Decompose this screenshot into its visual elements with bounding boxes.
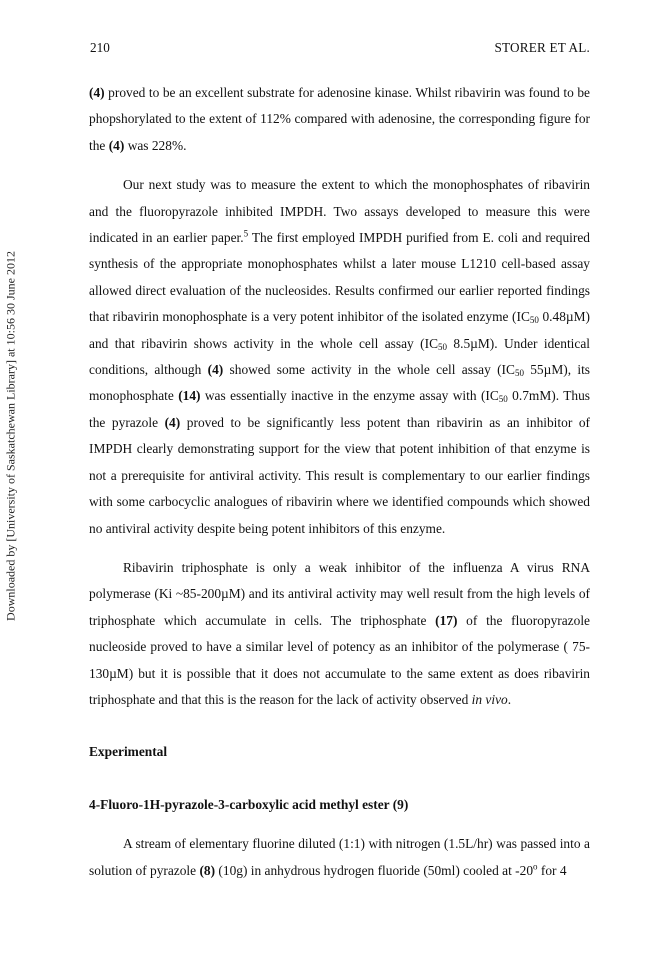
text-run: was essentially inactive in the enzyme assay with (IC: [200, 388, 499, 404]
text-run: Ribavirin triphosphate is only a weak inhibitor of the influenza A virus RNA polymerase (Ki ~85-200µM) and its antiviral activity may well result from the high levels of triphosphate which accumulate in cells. The triphosphate: [89, 559, 590, 628]
subscript: 50: [498, 394, 508, 405]
compound-ref: (8): [199, 862, 216, 878]
section-heading: Experimental: [89, 744, 168, 760]
download-stamp-text: Downloaded by [University of Saskatchewan Library] at 10:56 30 June 2012: [3, 251, 18, 621]
text-run: 0.7mM). Thus the pyrazole: [89, 388, 590, 430]
degree-superscript: o: [533, 861, 538, 872]
compound-ref: (4): [108, 137, 125, 153]
text-run: 55µM), its monophosphate: [89, 362, 591, 404]
text-run: 0.48µM) and that ribavirin shows activity in the whole cell assay (IC: [89, 309, 590, 351]
italic-term: in vivo: [471, 691, 508, 707]
compound-ref: (4): [207, 362, 224, 378]
text-run: proved to be an excellent substrate for adenosine kinase. Whilst ribavirin was found to be phopshorylated to the extent of 112% compared with adenosine, the corresponding figure for the: [89, 85, 590, 153]
compound-ref: (4): [89, 85, 105, 100]
article-body: [89, 80, 590, 884]
page-header: [90, 40, 590, 60]
text-run: showed some activity in the whole cell assay (IC: [223, 362, 515, 378]
text-run: proved to be significantly less potent than ribavirin as an inhibitor of IMPDH clearly demonstrating support for the view that potent inhibition of that enzyme is not a prerequisite for antiviral activity. This result is complementary to our earlier findings with some carbocyclic analogues of ribavirin where we identified compounds which showed no antiviral activity despite being potent inhibitors of this enzyme.: [89, 414, 590, 536]
text-run: was 228%.: [124, 137, 187, 153]
paragraph-1: [89, 80, 590, 159]
text-run: 8.5µM). Under identical conditions, although: [89, 335, 590, 378]
text-run: (10g) in anhydrous hydrogen fluoride (50ml) cooled at -20: [215, 862, 534, 878]
compound-ref: (17): [435, 612, 458, 628]
compound-ref: (4): [164, 414, 181, 430]
running-head: STORER ET AL.: [494, 40, 590, 55]
text-run: of the fluoropyrazole nucleoside proved to have a similar level of potency as an inhibitor of the polymerase ( 75-130µM) but it is possible that it does not accumulate to the same extent as does ribavirin triphosphate and that this is the reason for the lack of activity observed: [89, 612, 590, 707]
subscript: 50: [438, 341, 448, 352]
reference-superscript: 5: [243, 228, 249, 239]
subscript: 50: [514, 368, 524, 379]
compound-ref: (14): [178, 388, 201, 404]
text-run: Our next study was to measure the extent to which the monophosphates of ribavirin and the fluoropyrazole inhibited IMPDH. Two assays developed to measure this were indicated in an earlier paper.: [89, 177, 590, 246]
download-stamp: [2, 186, 20, 686]
text-run: .: [507, 691, 512, 707]
compound-heading: 4-Fluoro-1H-pyrazole-3-carboxylic acid methyl ester (9): [89, 796, 409, 812]
paragraph-3: [89, 555, 590, 713]
text-run: A stream of elementary fluorine diluted (1:1) with nitrogen (1.5L/hr) was passed into a solution of pyrazole: [89, 836, 590, 878]
paragraph-4: [89, 831, 590, 884]
subscript: 50: [529, 315, 539, 326]
page-number: 210: [90, 40, 110, 55]
paragraph-2: [89, 172, 590, 542]
text-run: The first employed IMPDH purified from E. coli and required synthesis of the appropriate monophosphates whilst a later mouse L1210 cell-based assay allowed direct evaluation of the nucleosides. Results confirmed our earlier reported findings that ribavirin monophosphate is a very potent inhibitor of the isolated enzyme (IC: [89, 230, 590, 325]
text-run: for 4: [537, 862, 567, 878]
